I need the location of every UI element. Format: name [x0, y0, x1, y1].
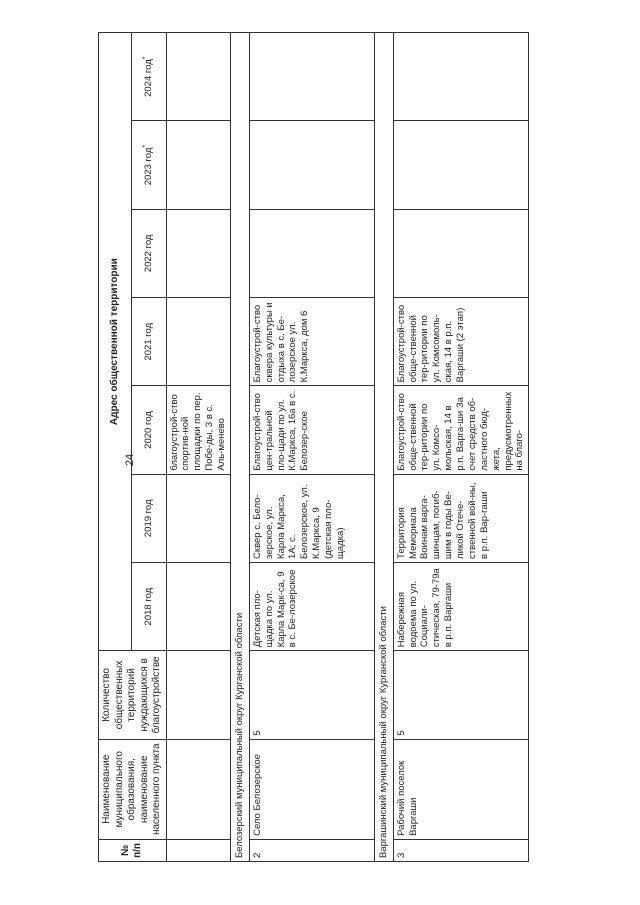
header-num: № п/п	[99, 839, 167, 861]
table-row	[393, 33, 529, 862]
cell-2018: Детская пло-щадка по ул. Карла Марк-са, 9 в с. Бе-лозерское	[249, 562, 374, 650]
cell-count: 5	[249, 651, 374, 739]
header-year-2018: 2018 год	[132, 562, 166, 650]
header-count: Количество общественных территорий нуждающихся в благоустройстве	[99, 651, 167, 739]
cell-count: 5	[393, 651, 529, 739]
cell-2018	[166, 562, 230, 650]
cell-2021: Благоустрой-ство обще-ственной тер-ритории по ул. Комсомоль-ская, 14 в р.п. Варгаши (2 этап)	[393, 298, 529, 386]
cell-num	[166, 839, 230, 861]
cell-2021	[166, 298, 230, 386]
rotated-table-container	[98, 32, 610, 862]
cell-municipality	[166, 739, 230, 839]
cell-2024	[249, 33, 374, 121]
footnote-mark: *	[142, 144, 150, 148]
cell-num: 3	[393, 839, 529, 861]
cell-num: 2	[249, 839, 374, 861]
cell-2018: Набережная водоема по ул. Социали-стическая, 79-79а в р.п. Варгаши	[393, 562, 529, 650]
cell-2020: Благоустрой-ство обще-ственной тер-ритории по ул. Комсо-мольская, 14 в р.п. Варга-ши За счет средств об-ластного бюд-жета, предусмотренных на благо-	[393, 386, 529, 474]
page-number: 24	[124, 453, 136, 467]
section-heading: Варгашинский муниципальный округ Курганской области	[374, 33, 393, 862]
header-year-2021: 2021 год	[132, 298, 166, 386]
header-year-2022: 2022 год	[132, 209, 166, 297]
header-address-title: Адрес общественной территории	[99, 33, 132, 651]
cell-2024	[393, 33, 529, 121]
cell-2023	[166, 121, 230, 209]
header-year-2020: 2020 год	[132, 386, 166, 474]
cell-2024	[166, 33, 230, 121]
header-year-2024: 2024 год*	[132, 33, 166, 121]
cell-2022	[166, 209, 230, 297]
header-municipality: Наименование муниципального образования, наименование населенного пункта	[99, 739, 167, 839]
section-heading: Белозерский муниципальный округ Курганской области	[230, 33, 249, 862]
table-row	[249, 33, 374, 862]
cell-2020: благоустрой-ство спортив-ной площадки по пер. Побе-ды, 3 в с. Аль-менево	[166, 386, 230, 474]
public-territories-table	[98, 32, 529, 862]
cell-municipality: Рабочий поселок Варгаши	[393, 739, 529, 839]
cell-2023	[393, 121, 529, 209]
cell-2019: Сквер с. Бело-зерское, ул. Карла Маркса, 1А; с. Белозерское, ул. К.Маркса, 9 (детская пло-щадка)	[249, 474, 374, 562]
footnote-mark: *	[142, 56, 150, 60]
cell-2020: Благоустрой-ство цен-тральной пло-щади по ул. К.Маркса, 16а в с. Белозер-ское	[249, 386, 374, 474]
cell-2022	[249, 209, 374, 297]
header-year-2023: 2023 год*	[132, 121, 166, 209]
cell-2019: Территория Мемориала Воинам варга-шинцам, погиб-шим в годы Ве-ликой Отече-ственной вой-ны, в р.п. Вар-гаши	[393, 474, 529, 562]
cell-2023	[249, 121, 374, 209]
table-row	[166, 33, 230, 862]
cell-municipality: Село Белозерское	[249, 739, 374, 839]
cell-2022	[393, 209, 529, 297]
cell-count	[166, 651, 230, 739]
header-year-2019: 2019 год	[132, 474, 166, 562]
cell-2019	[166, 474, 230, 562]
cell-2021: Благоустрой-ство сквера культуры и отдыха в с. Бе-лозерское ул. К.Маркса, дом 6	[249, 298, 374, 386]
